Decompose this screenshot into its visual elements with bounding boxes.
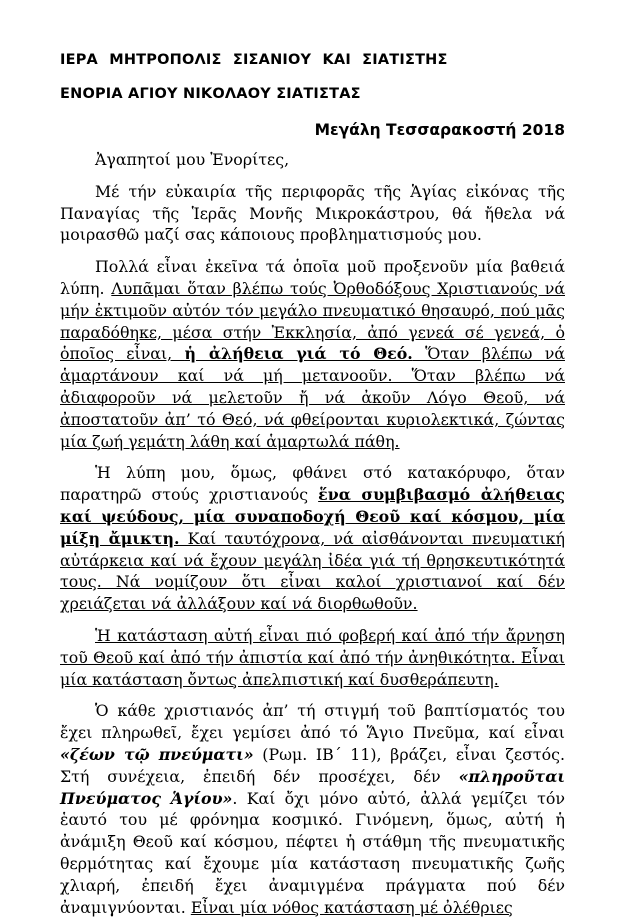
text-run: Ἡ λύπη μου, ὅμως, φθάνει στό κατακόρυφο, ὅταν παρατηρῶ στούς χριστιανούς [60,463,565,505]
letterhead-line1: ΙΕΡΑ ΜΗΤΡΟΠΟΛΙΣ ΣΙΣΑΝΙΟΥ ΚΑΙ ΣΙΑΤΙΣΤΗΣ [60,52,448,68]
text-run: «πληροῦται Πνεύματος Ἁγίου» [60,766,565,808]
text-run: Εἶναι μία νόθος κατάσταση μέ ὀλέθριες [190,897,513,917]
text-run: ἕνα συμβιβασμό ἀλήθειας καί ψεύδους, μία συναποδοχή Θεοῦ καί κόσμου, μία μίξη ἄμικτη. [60,485,565,548]
text-run: Καί ταυτόχρονα, νά αἰσθάνονται πνευματική αὐτάρκεια καί νά ἔχουν μεγάλη ἰδέα γιά τή θρησκευτικότητά τους. Νά νομίζουν ὅτι εἶναι καλοί χριστιανοί καί δέν χρειάζεται νά ἀλλάξουν καί νά διορθωθοῦν. [60,528,566,614]
letterhead-line2: ΕΝΟΡΙΑ ΑΓΙΟΥ ΝΙΚΟΛΑΟΥ ΣΙΑΤΙΣΤΑΣ [60,86,361,102]
salutation: Ἀγαπητοί μου Ἐνορίτες, [95,150,290,169]
text-run: Ὁ κάθε χριστιανός ἀπ’ τή στιγμή τοῦ βαπτίσματός του ἔχει πληρωθεῖ, ἔχει γεμίσει ἀπό τό Ἅγιο Πνεῦμα, καί εἶναι [60,701,565,743]
paragraph [60,256,565,452]
text-run: (Ρωμ. ΙΒ´ 11), βράζει, εἶναι ζεστός. Στή συνέχεια, ἐπειδή δέν προσέχει, δέν [60,744,565,786]
letter-body [60,149,565,918]
paragraph [60,625,565,690]
text-run: «ζέων τῷ πνεύματι» [60,744,254,764]
text-run: Ὅταν βλέπω νά ἁμαρτάνουν καί νά μή μετανοοῦν. Ὅταν βλέπω νά ἀδιαφοροῦν νά μελετοῦν ἤ νά ἀκοῦν Λόγο Θεοῦ, νά ἀποστατοῦν ἀπ’ τό Θεό, νά φθείρονται κυριολεκτικά, ζώντας μία ζωή γεμάτη λάθη καί ἁμαρτωλά πάθη. [60,344,565,451]
text-run: Ἡ κατάσταση αὐτή εἶναι πιό φοβερή καί ἀπό τήν ἄρνηση τοῦ Θεοῦ καί ἀπό τήν ἀπιστία καί ἀπό τήν ἀνηθικότητα. Εἶναι μία κατάσταση ὄντως ἀπελπιστική καί δυσθεράπευτη. [60,625,565,689]
paragraph [60,181,565,246]
text-run: Πολλά εἶναι ἐκεῖνα τά ὁποῖα μοῦ προξενοῦν μία βαθειά λύπη. [60,257,565,298]
text-run: Λυπᾶμαι ὅταν βλέπω τούς Ὀρθοδόξους Χριστιανούς νά μήν ἐκτιμοῦν αὐτόν τόν μεγάλο πνευματικό θησαυρό, πού μᾶς παραδόθηκε, μέσα στήν Ἐκκλησία, ἀπό γενεά σέ γενεά, ὁ ὁποῖος εἶναι, [60,278,565,364]
text-run: . Καί ὄχι μόνο αὐτό, ἀλλά γεμίζει τόν ἑαυτό του μέ φρόνημα κοσμικό. Γινόμενη, ὅμως, αὐτή ἡ ἀνάμιξη Θεοῦ καί κόσμου, πέφτει ἡ στάθμη τῆς πνευματικῆς θερμότητας καί ἔχουμε μία κατάσταση πνευματικῆς ζωῆς χλιαρή, ἐπειδή ἔχει ἀναμιγμένα πράγματα πού δέν ἀναμιγνύονται. [60,788,566,917]
paragraph [60,462,565,615]
date-line: Μεγάλη Τεσσαρακοστή 2018 [314,121,565,139]
text-run: Μέ τήν εὐκαιρία τῆς περιφορᾶς τῆς Ἁγίας εἰκόνας τῆς Παναγίας τῆς Ἱερᾶς Μονῆς Μικροκάστρου, θά ἤθελα νά μοιρασθῶ μαζί σας κάποιους προβληματισμούς μου. [60,181,565,245]
text-run: ἡ ἀλήθεια γιά τό Θεό. [184,344,413,364]
paragraph [60,700,565,918]
document-paragraphs [60,181,565,918]
